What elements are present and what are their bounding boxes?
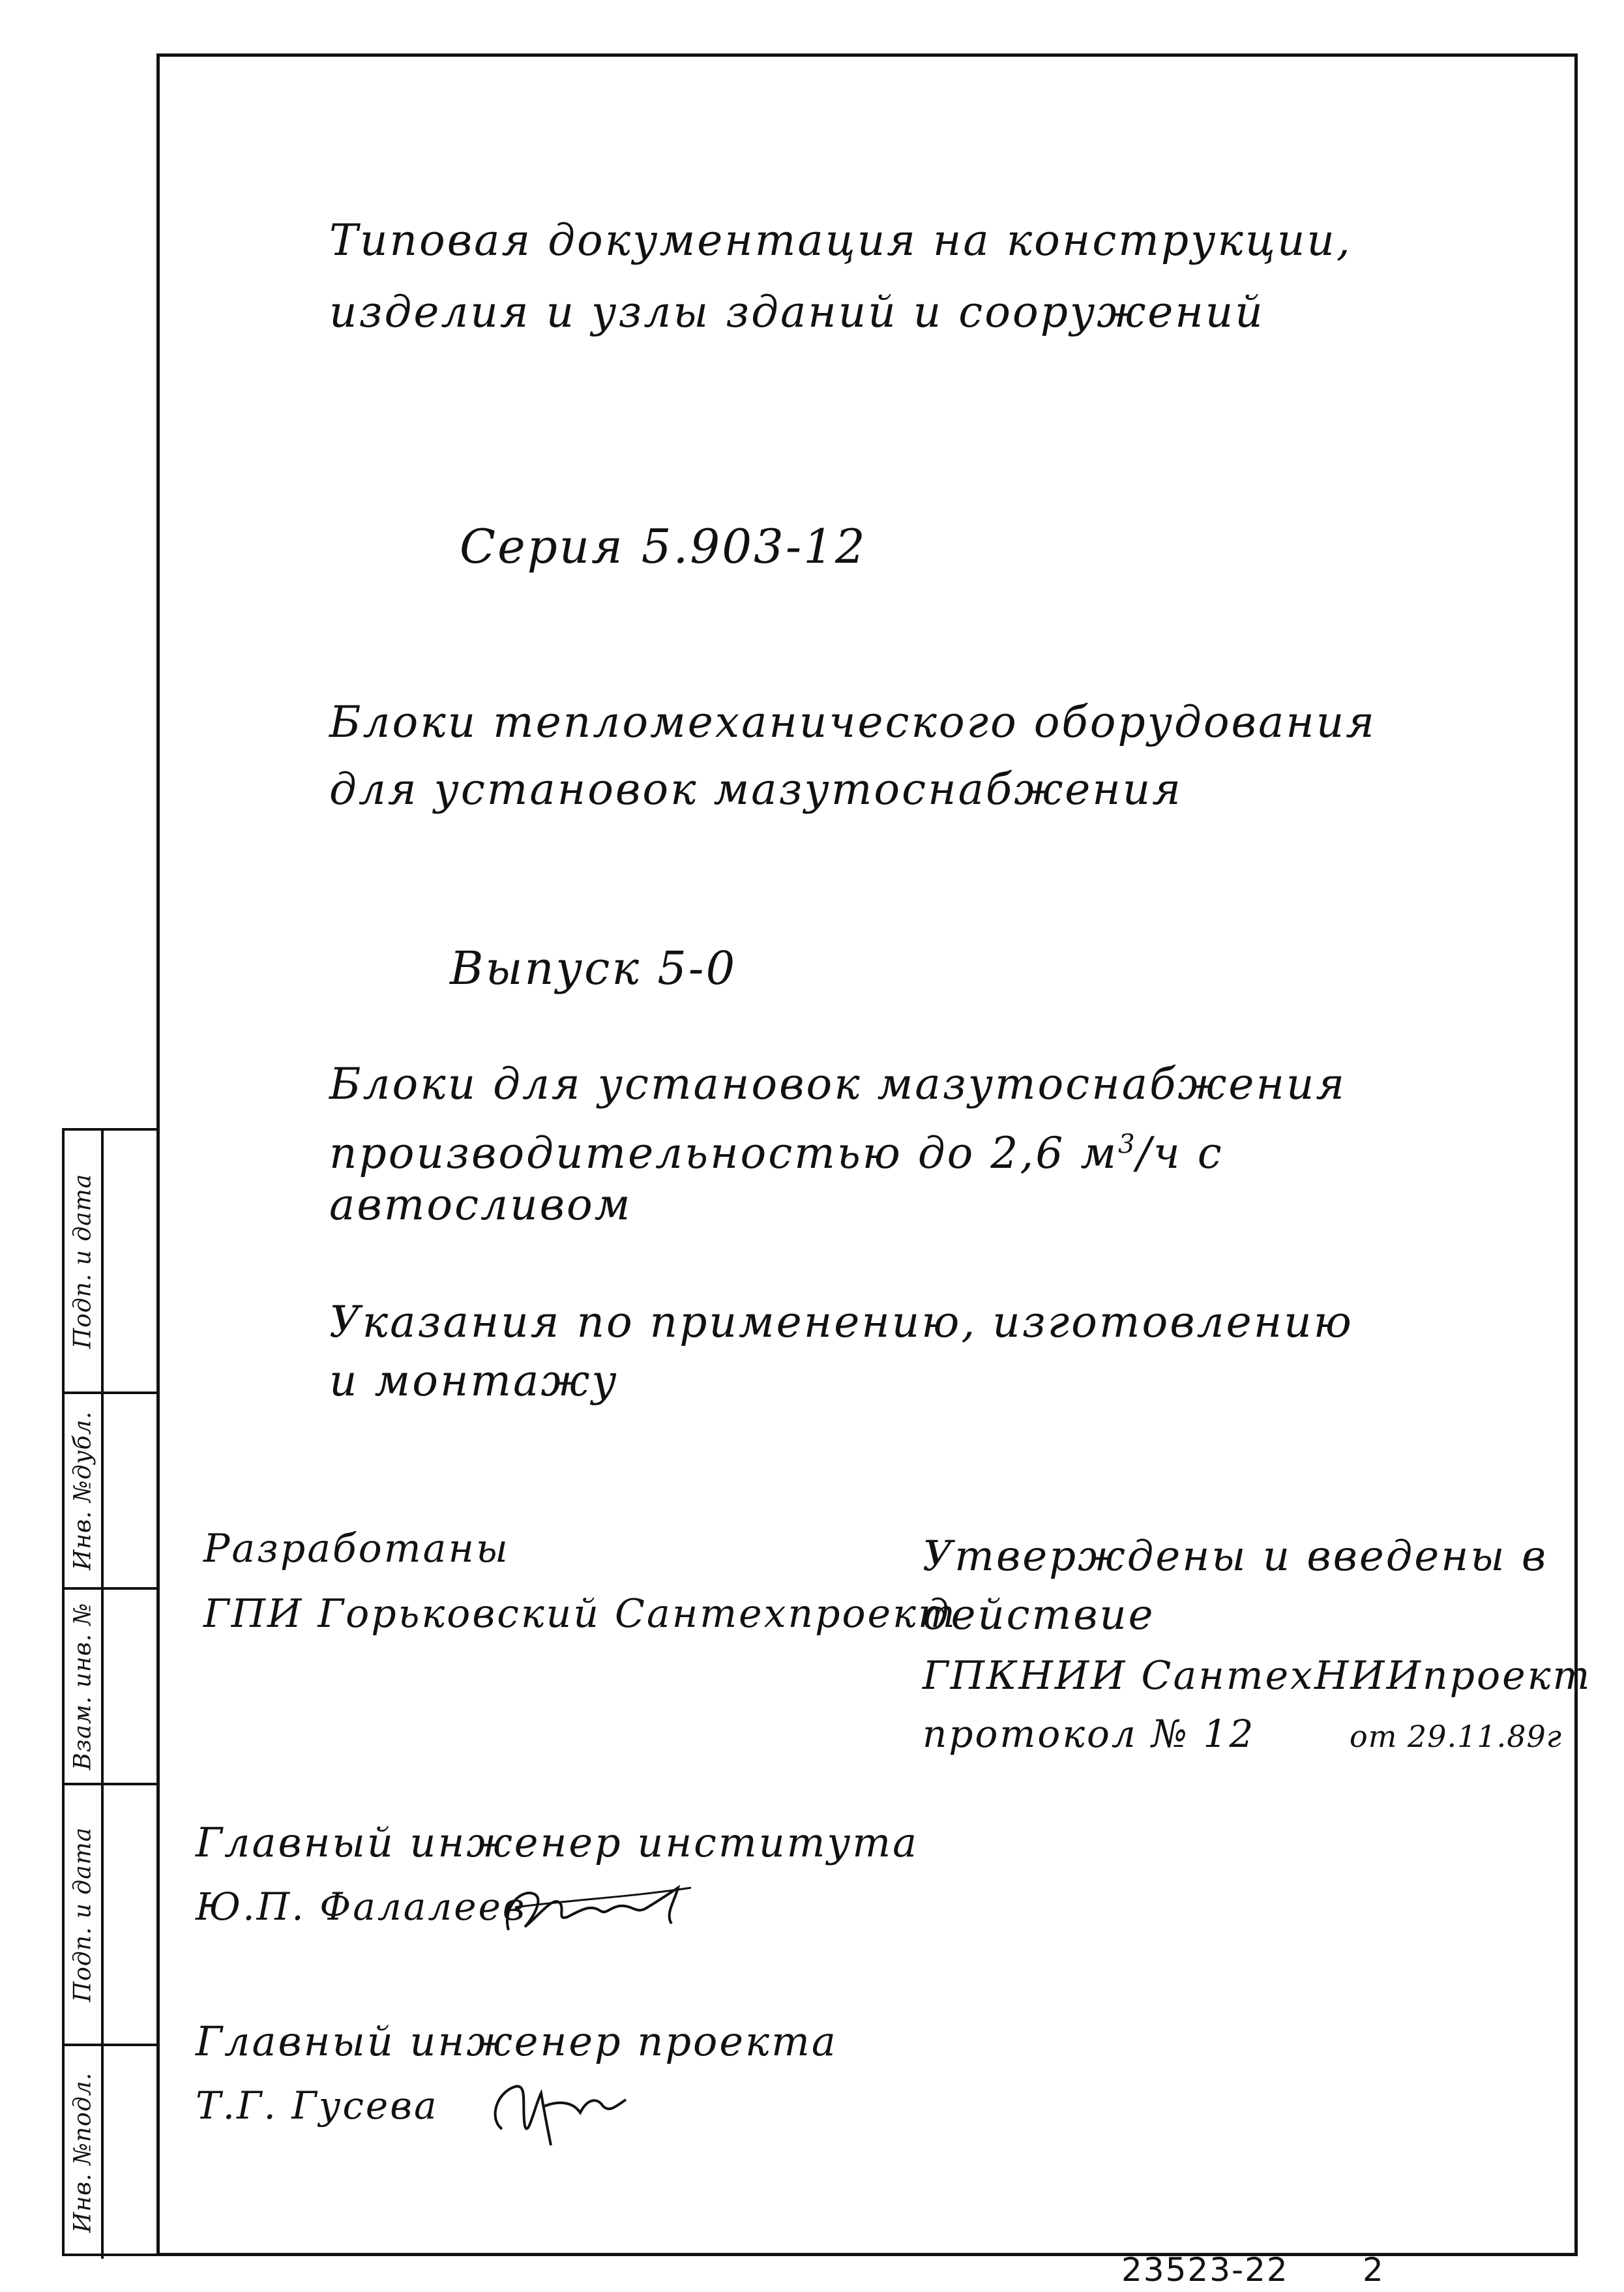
description-line-2-unit: /ч с [1136,1128,1224,1178]
chief-project-name: Т.Г. Гусева [196,2083,439,2128]
document-code: 23523-22 [1121,2251,1289,2289]
approval-line-1: Утверждены и введены в [923,1532,1548,1581]
sidebar-label-2: Инв. №дубл. [69,1410,96,1571]
sidebar-cell-1 [65,1131,156,1392]
sidebar-cell-5 [65,2044,156,2259]
sidebar-label-3: Взам. инв. № [69,1602,96,1770]
sidebar-stamp-table [62,1128,156,2256]
chief-project-signature [476,2067,632,2152]
approval-line-2: действие [923,1591,1155,1639]
chief-institute-name: Ю.П. Фалалеев [196,1884,527,1929]
heading-line-1: Типовая документация на конструкции, [329,215,1352,265]
sidebar-label-4: Подп. и дата [69,1826,96,2002]
approval-protocol: протокол № 12 [923,1712,1256,1756]
developer-org: ГПИ Горьковский Сантехпроект [203,1591,957,1637]
heading-line-2: изделия и узлы зданий и сооружений [329,287,1265,337]
chief-institute-signature [495,1868,717,1946]
sidebar-cell-3 [65,1587,156,1783]
subject-line-2: для установок мазутоснабжения [329,764,1183,814]
subject-line-1: Блоки тепломеханического оборудования [329,697,1376,747]
instructions-line-2: и монтажу [329,1356,619,1406]
developer-label: Разработаны [203,1526,510,1571]
cubic-superscript: 3 [1118,1129,1137,1159]
chief-institute-title: Главный инженер института [196,1819,919,1866]
description-line-3: автосливом [329,1180,632,1230]
approval-date: от 29.11.89г [1350,1719,1563,1754]
sidebar-cell-2 [65,1392,156,1587]
issue-number: Выпуск 5-0 [450,942,737,995]
sidebar-label-1: Подп. и дата [69,1173,96,1349]
description-line-1: Блоки для установок мазутоснабжения [329,1059,1347,1109]
instructions-line-1: Указания по применению, изготовлению [329,1297,1353,1347]
approval-org: ГПКНИИ СантехНИИпроект [923,1653,1592,1699]
description-line-2 [329,1128,1224,1178]
sidebar-label-5: Инв. №подл. [69,2072,96,2233]
chief-project-title: Главный инженер проекта [196,2017,838,2065]
page-number: 2 [1363,2251,1385,2289]
description-line-2-text: производительностью до 2,6 м [329,1128,1119,1178]
series-number: Серия 5.903-12 [460,519,867,574]
sidebar-cell-4 [65,1783,156,2044]
